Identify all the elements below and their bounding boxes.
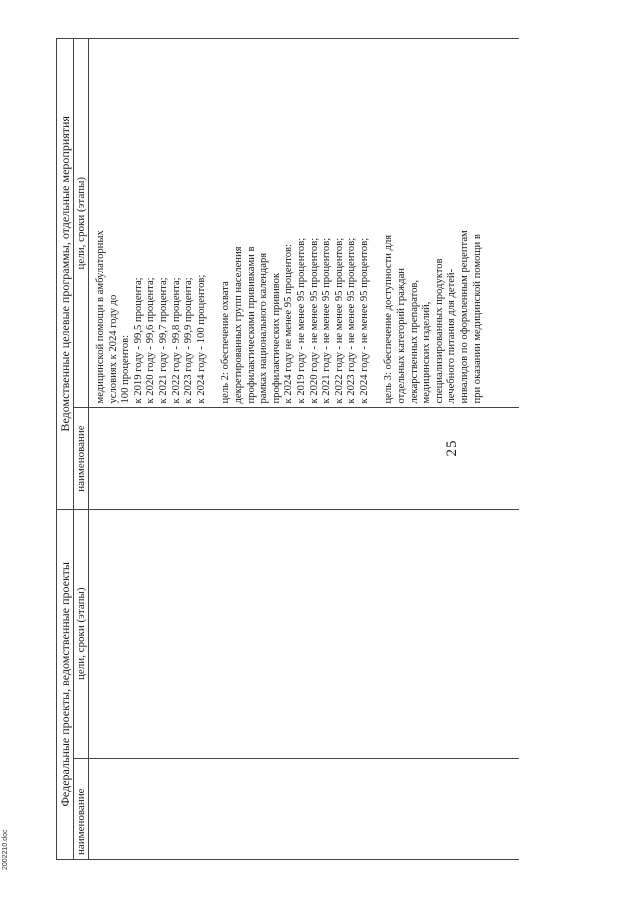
goal-block-2	[220, 43, 371, 403]
fed-name-header: наименование	[74, 758, 89, 859]
goal-line: к 2021 году - 99,7 процента;	[157, 277, 169, 404]
federal-projects-header: Федеральные проекты, ведомственные проекты	[57, 509, 74, 859]
departmental-programs-header: Ведомственные целевые программы, отдельные мероприятия	[57, 39, 74, 510]
goal-line: цель 3: обеспечение доступности для	[383, 234, 395, 404]
fed-goals-cell	[89, 509, 520, 758]
goal-line: медицинских изделий,	[421, 301, 433, 404]
group-header-row	[57, 39, 74, 860]
page-number: 25	[444, 439, 460, 457]
goal-line: к 2024 году не менее 95 процентов:	[283, 244, 295, 404]
goal-line: к 2020 году - 99,6 процента;	[145, 277, 157, 404]
goal-line: при оказании медицинской помощи в	[471, 234, 483, 404]
dep-goals-header: цели, сроки (этапы)	[74, 39, 89, 408]
goal-line: к 2023 году - 99,9 процента;	[183, 277, 195, 404]
goal-line: к 2024 году - 100 процентов;	[195, 274, 207, 404]
goal-line: профилактическими прививками в	[245, 246, 257, 404]
goal-line: условиях к 2024 году до	[107, 294, 119, 404]
goal-line: рамках национального календаря	[258, 252, 270, 404]
dep-name-cell	[89, 408, 520, 509]
goal-block-3	[383, 43, 484, 403]
goal-line: к 2020 году - не менее 95 процентов;	[308, 237, 320, 404]
rotated-page	[48, 28, 570, 868]
column-header-row	[74, 39, 89, 860]
dep-goals-cell	[89, 39, 520, 408]
goal-line: к 2019 году - 99,5 процента;	[132, 277, 144, 404]
goal-line: специализированных продуктов	[433, 258, 445, 404]
fed-goals-header: цели, сроки (этапы)	[74, 509, 89, 758]
goal-line: декретированных групп населения	[232, 246, 244, 404]
fed-name-cell	[89, 758, 520, 859]
document-filename: 2002210.doc	[2, 829, 9, 870]
goal-line: к 2021 году - не менее 95 процентов;	[321, 237, 333, 404]
goal-line: лечебного питания для детей-	[446, 268, 458, 404]
goal-line: инвалидов по оформленным рецептам	[459, 230, 471, 404]
goal-line: к 2023 году - не менее 95 процентов;	[346, 237, 358, 404]
dep-name-header: наименование	[74, 408, 89, 509]
goal-line: 100 процентов:	[120, 334, 132, 404]
goal-line: к 2022 году - 99,8 процента;	[170, 277, 182, 404]
goal-line: к 2022 году - не менее 95 процентов;	[333, 237, 345, 404]
goal-line: к 2024 году - не менее 95 процентов;	[358, 237, 370, 404]
table-body-row	[89, 39, 520, 860]
goal-block-1	[95, 43, 208, 403]
goal-line: медицинской помощи в амбулаторных	[95, 230, 106, 404]
goal-line: профилактических прививок	[270, 272, 282, 404]
goal-line: цель 2: обеспечение охвата	[220, 281, 232, 404]
programs-table	[56, 38, 519, 860]
goal-line: отдельных категорий граждан	[396, 268, 408, 404]
goal-line: к 2019 году - не менее 95 процентов;	[295, 237, 307, 404]
goal-line: лекарственных препаратов,	[408, 279, 420, 404]
